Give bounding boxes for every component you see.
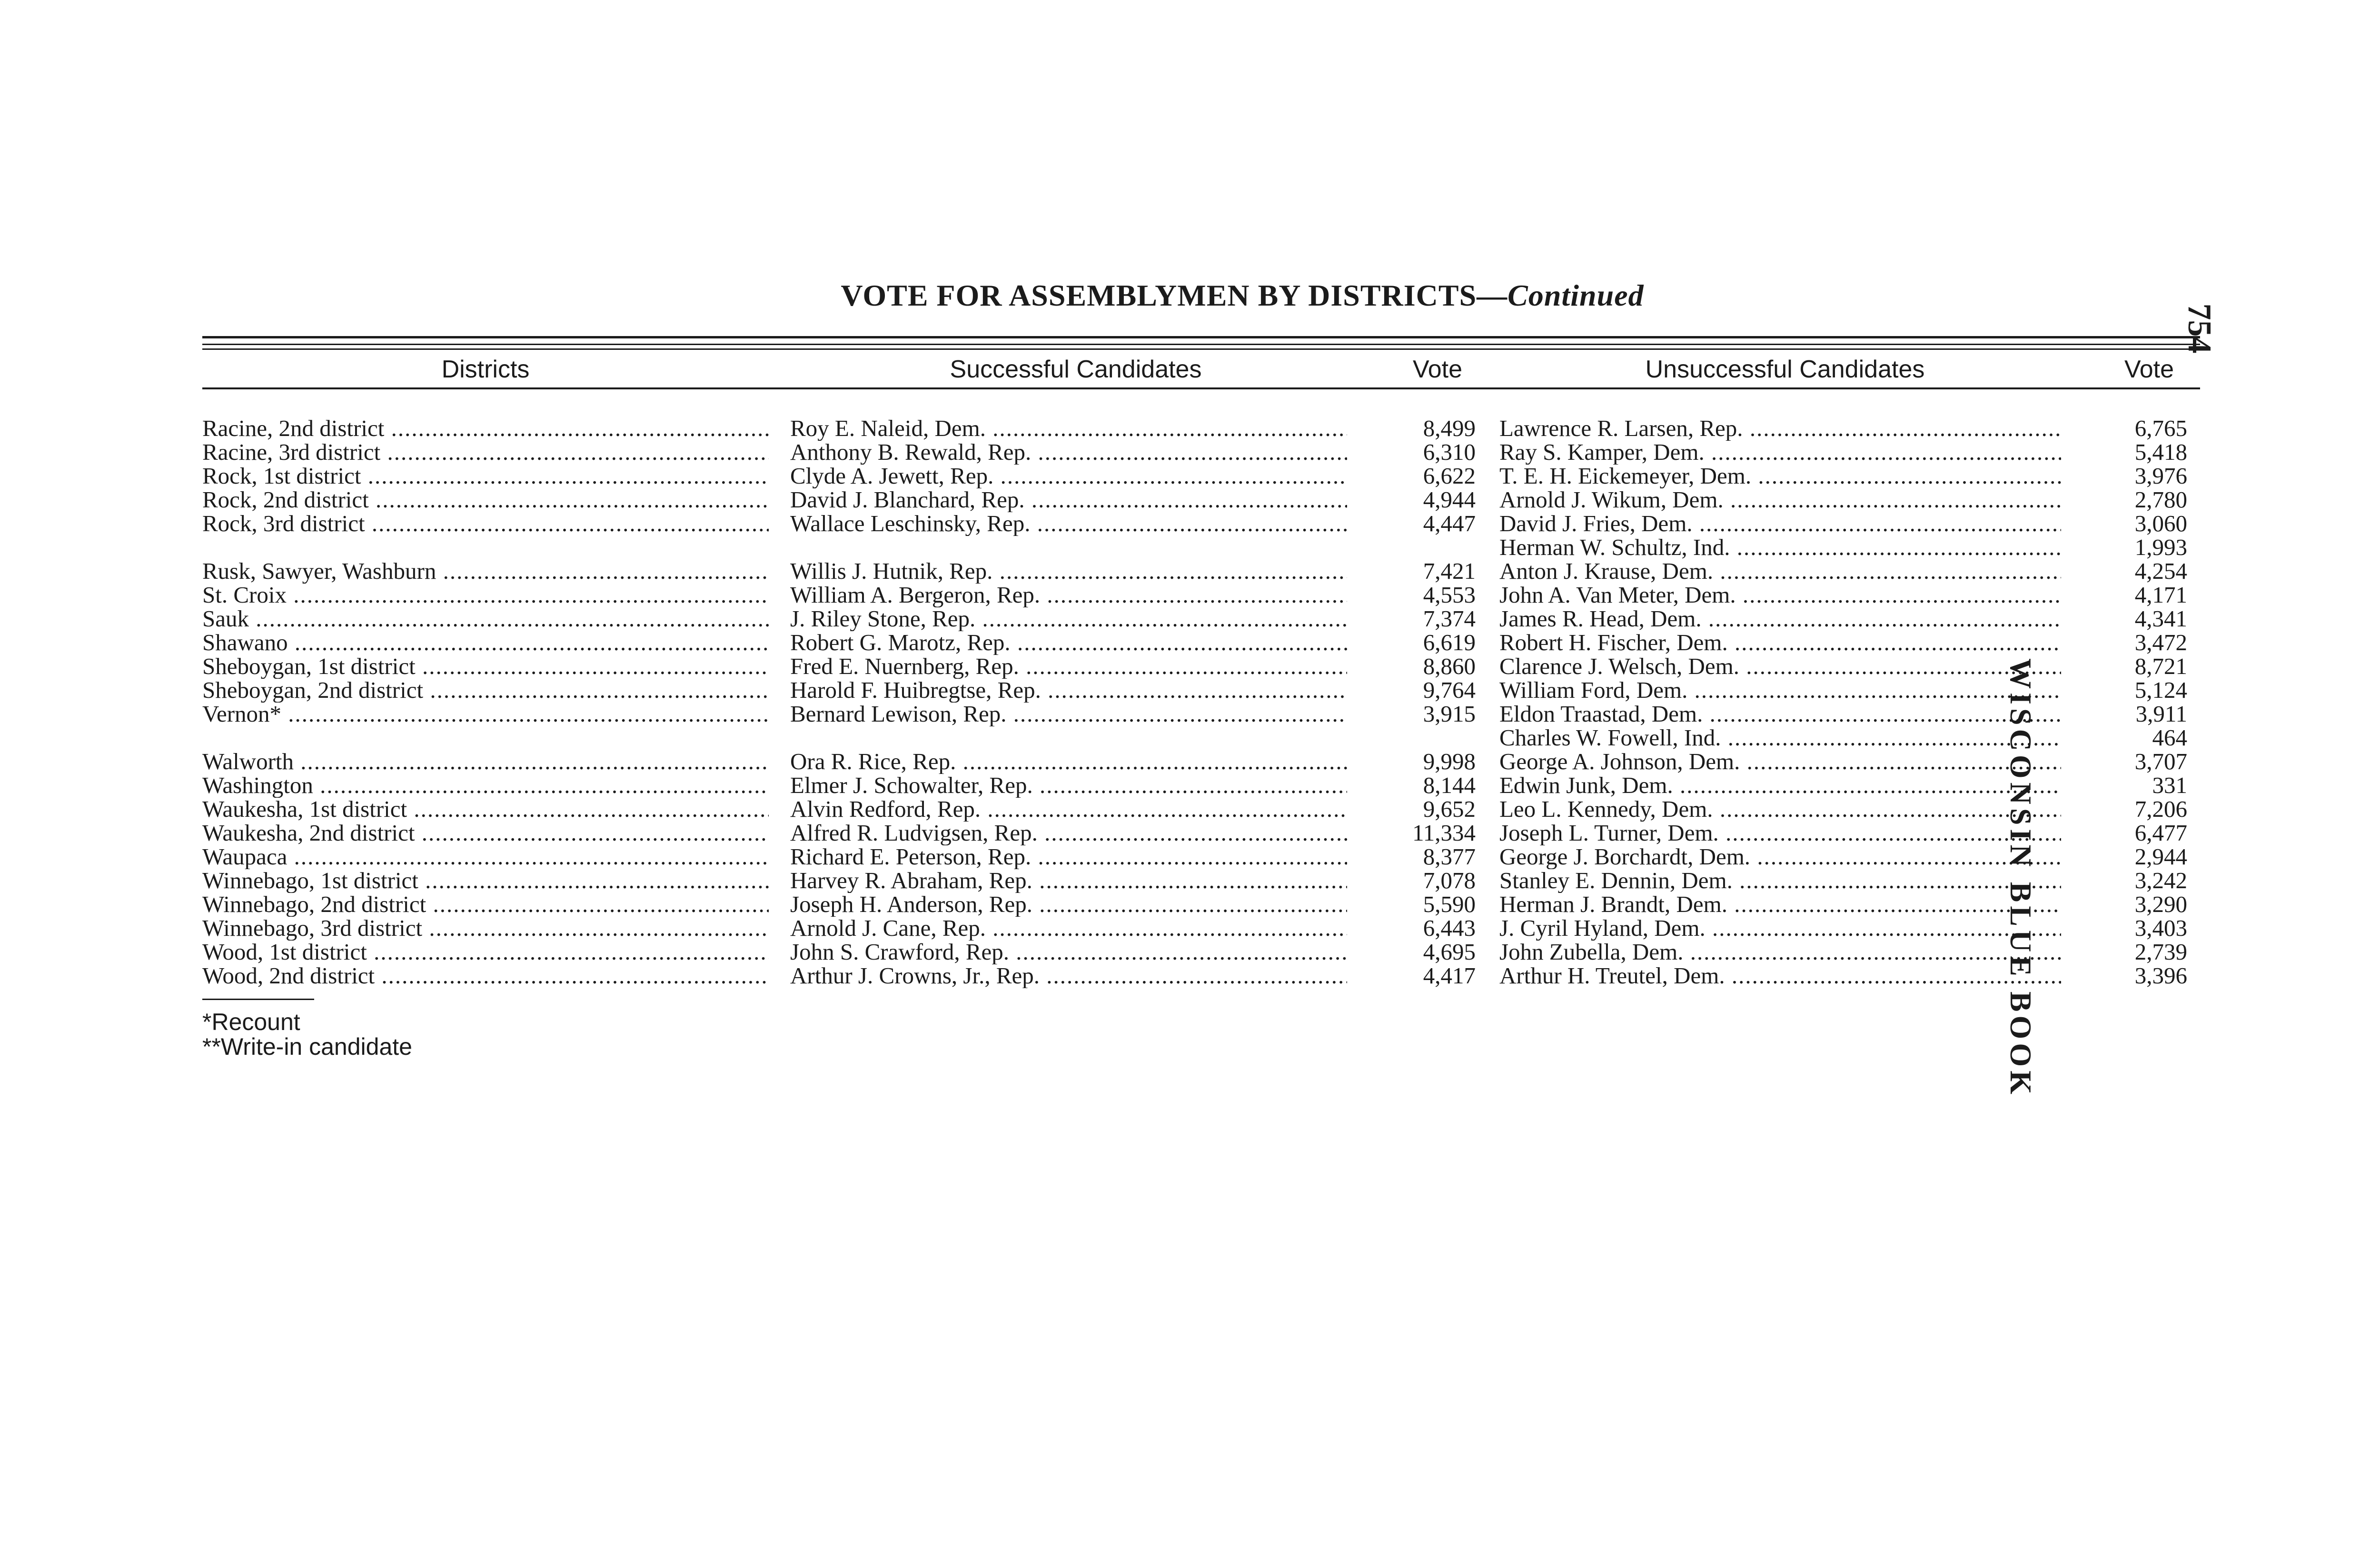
loser-vote-cell: 331 [2152,773,2187,798]
title-dash: — [1477,278,1508,312]
winner-cell: Willis J. Hutnik, Rep. ..... [790,559,1347,584]
winner-cell: John S. Crawford, Rep. ..... [790,940,1347,964]
winner-vote-cell: 6,622 [1423,464,1476,488]
winner-vote-cell: 7,078 [1423,868,1476,893]
loser-cell: John A. Van Meter, Dem. ..... [1499,583,2061,607]
loser-vote-cell: 4,254 [2134,559,2187,584]
loser-vote-cell: 1,993 [2134,535,2187,560]
loser-cell: J. Cyril Hyland, Dem. ..... [1499,916,2061,941]
winner-cell: Harvey R. Abraham, Rep. ..... [790,868,1347,893]
winner-cell: Elmer J. Schowalter, Rep. ..... [790,773,1347,798]
winner-vote-cell: 9,764 [1423,678,1476,703]
loser-vote-cell: 5,418 [2134,440,2187,465]
loser-cell: Robert H. Fischer, Dem. ..... [1499,630,2061,655]
district-cell: Wood, 2nd district ..... [202,963,769,988]
loser-vote-cell: 7,206 [2134,797,2187,822]
district-cell: Rock, 2nd district ..... [202,487,769,512]
district-cell [202,535,769,560]
winner-vote-cell: 6,619 [1423,630,1476,655]
loser-vote-cell: 4,171 [2134,583,2187,607]
winner-vote-cell: 7,374 [1423,606,1476,631]
loser-vote-cell: 3,911 [2135,702,2187,726]
district-cell: Sauk ..... [202,606,769,631]
footnote-recount: *Recount [202,1009,300,1035]
loser-cell: Arthur H. Treutel, Dem. ..... [1499,963,2061,988]
winner-vote-cell: 5,590 [1423,892,1476,917]
loser-cell: David J. Fries, Dem. ..... [1499,511,2061,536]
header-vote-loser: Vote [2124,356,2174,383]
book-title: WISCONSIN BLUE BOOK [2004,658,2038,1098]
header-successful: Successful Candidates [950,356,1202,383]
winner-vote-cell: 6,310 [1423,440,1476,465]
loser-vote-cell: 2,739 [2134,940,2187,964]
loser-vote-cell: 5,124 [2134,678,2187,703]
loser-vote-cell: 3,472 [2134,630,2187,655]
loser-vote-cell: 2,944 [2134,844,2187,869]
winner-cell: Bernard Lewison, Rep. ..... [790,702,1347,726]
loser-cell: Clarence J. Welsch, Dem. ..... [1499,654,2061,679]
loser-vote-cell: 3,060 [2134,511,2187,536]
loser-cell: Charles W. Fowell, Ind. ..... [1499,725,2061,750]
winner-cell: Alvin Redford, Rep. ..... [790,797,1347,822]
district-cell: Winnebago, 1st district ..... [202,868,769,893]
winner-cell: Alfred R. Ludvigsen, Rep. ..... [790,821,1347,845]
winner-vote-cell: 6,443 [1423,916,1476,941]
footnote-write-in: **Write-in candidate [202,1033,412,1060]
winner-cell: Wallace Leschinsky, Rep. ..... [790,511,1347,536]
winner-cell: William A. Bergeron, Rep. ..... [790,583,1347,607]
winner-cell: Robert G. Marotz, Rep. ..... [790,630,1347,655]
loser-cell: T. E. H. Eickemeyer, Dem. ..... [1499,464,2061,488]
winner-vote-cell [1361,535,1476,560]
loser-vote-cell: 4,341 [2134,606,2187,631]
footnote-rule [202,999,314,1000]
district-cell: Waukesha, 2nd district ..... [202,821,769,845]
winner-vote-cell: 4,553 [1423,583,1476,607]
district-cell: Racine, 2nd district ..... [202,416,769,441]
loser-vote-cell: 3,707 [2134,749,2187,774]
district-cell: Washington ..... [202,773,769,798]
winner-vote-cell: 8,499 [1423,416,1476,441]
loser-cell: Stanley E. Dennin, Dem. ..... [1499,868,2061,893]
loser-cell: Ray S. Kamper, Dem. ..... [1499,440,2061,465]
loser-vote-cell: 6,477 [2134,821,2187,845]
loser-vote-cell: 3,242 [2134,868,2187,893]
district-cell: Winnebago, 3rd district ..... [202,916,769,941]
winner-vote-cell: 4,944 [1423,487,1476,512]
loser-vote-cell: 3,396 [2134,963,2187,988]
loser-cell: Edwin Junk, Dem. ..... [1499,773,2061,798]
title-main: VOTE FOR ASSEMBLYMEN BY DISTRICTS [841,278,1477,312]
winner-vote-cell: 9,652 [1423,797,1476,822]
loser-vote-cell: 3,403 [2134,916,2187,941]
winner-cell [790,725,1347,750]
district-cell [202,725,769,750]
district-cell: Rusk, Sawyer, Washburn ..... [202,559,769,584]
winner-vote-cell: 4,695 [1423,940,1476,964]
district-cell: Shawano ..... [202,630,769,655]
district-cell: Sheboygan, 1st district ..... [202,654,769,679]
winner-cell: Clyde A. Jewett, Rep. ..... [790,464,1347,488]
loser-cell: George J. Borchardt, Dem. ..... [1499,844,2061,869]
winner-vote-cell: 7,421 [1423,559,1476,584]
district-cell: Wood, 1st district ..... [202,940,769,964]
loser-cell: Lawrence R. Larsen, Rep. ..... [1499,416,2061,441]
loser-vote-cell: 6,765 [2134,416,2187,441]
loser-cell: Joseph L. Turner, Dem. ..... [1499,821,2061,845]
winner-vote-cell: 4,447 [1423,511,1476,536]
loser-cell: Arnold J. Wikum, Dem. ..... [1499,487,2061,512]
winner-cell: Anthony B. Rewald, Rep. ..... [790,440,1347,465]
loser-cell: Eldon Traastad, Dem. ..... [1499,702,2061,726]
winner-cell: David J. Blanchard, Rep. ..... [790,487,1347,512]
winner-cell: Roy E. Naleid, Dem. ..... [790,416,1347,441]
winner-vote-cell: 8,860 [1423,654,1476,679]
loser-cell: Anton J. Krause, Dem. ..... [1499,559,2061,584]
winner-cell: Richard E. Peterson, Rep. ..... [790,844,1347,869]
loser-vote-cell: 8,721 [2134,654,2187,679]
winner-cell: Joseph H. Anderson, Rep. ..... [790,892,1347,917]
district-cell: Waukesha, 1st district ..... [202,797,769,822]
district-cell: St. Croix ..... [202,583,769,607]
header-vote-winner: Vote [1412,356,1463,383]
district-cell: Waupaca ..... [202,844,769,869]
winner-cell: Arnold J. Cane, Rep. ..... [790,916,1347,941]
loser-cell: Herman J. Brandt, Dem. ..... [1499,892,2061,917]
district-cell: Rock, 1st district ..... [202,464,769,488]
winner-vote-cell: 3,915 [1423,702,1476,726]
loser-cell: Leo L. Kennedy, Dem. ..... [1499,797,2061,822]
title-continued: Continued [1507,278,1644,312]
loser-vote-cell: 2,780 [2134,487,2187,512]
winner-cell: Ora R. Rice, Rep. ..... [790,749,1347,774]
district-cell: Winnebago, 2nd district ..... [202,892,769,917]
district-cell: Racine, 3rd district ..... [202,440,769,465]
loser-cell: George A. Johnson, Dem. ..... [1499,749,2061,774]
loser-cell: William Ford, Dem. ..... [1499,678,2061,703]
winner-vote-cell: 4,417 [1423,963,1476,988]
loser-cell: John Zubella, Dem. ..... [1499,940,2061,964]
district-cell: Walworth ..... [202,749,769,774]
district-cell: Rock, 3rd district ..... [202,511,769,536]
winner-cell: Fred E. Nuernberg, Rep. ..... [790,654,1347,679]
winner-vote-cell [1361,725,1476,750]
loser-vote-cell: 464 [2152,725,2187,750]
winner-vote-cell: 11,334 [1412,821,1476,845]
loser-cell: Herman W. Schultz, Ind. ..... [1499,535,2061,560]
winner-cell: Harold F. Huibregtse, Rep. ..... [790,678,1347,703]
district-cell: Sheboygan, 2nd district ..... [202,678,769,703]
winner-vote-cell: 8,377 [1423,844,1476,869]
loser-vote-cell: 3,976 [2134,464,2187,488]
winner-cell: Arthur J. Crowns, Jr., Rep. ..... [790,963,1347,988]
header-districts: Districts [441,356,530,383]
winner-cell: J. Riley Stone, Rep. ..... [790,606,1347,631]
winner-vote-cell: 9,998 [1423,749,1476,774]
winner-cell [790,535,1347,560]
loser-vote-cell: 3,290 [2134,892,2187,917]
winner-vote-cell: 8,144 [1423,773,1476,798]
page-number: 754 [2181,303,2218,354]
header-unsuccessful: Unsuccessful Candidates [1645,356,1925,383]
district-cell: Vernon* ..... [202,702,769,726]
loser-cell: James R. Head, Dem. ..... [1499,606,2061,631]
